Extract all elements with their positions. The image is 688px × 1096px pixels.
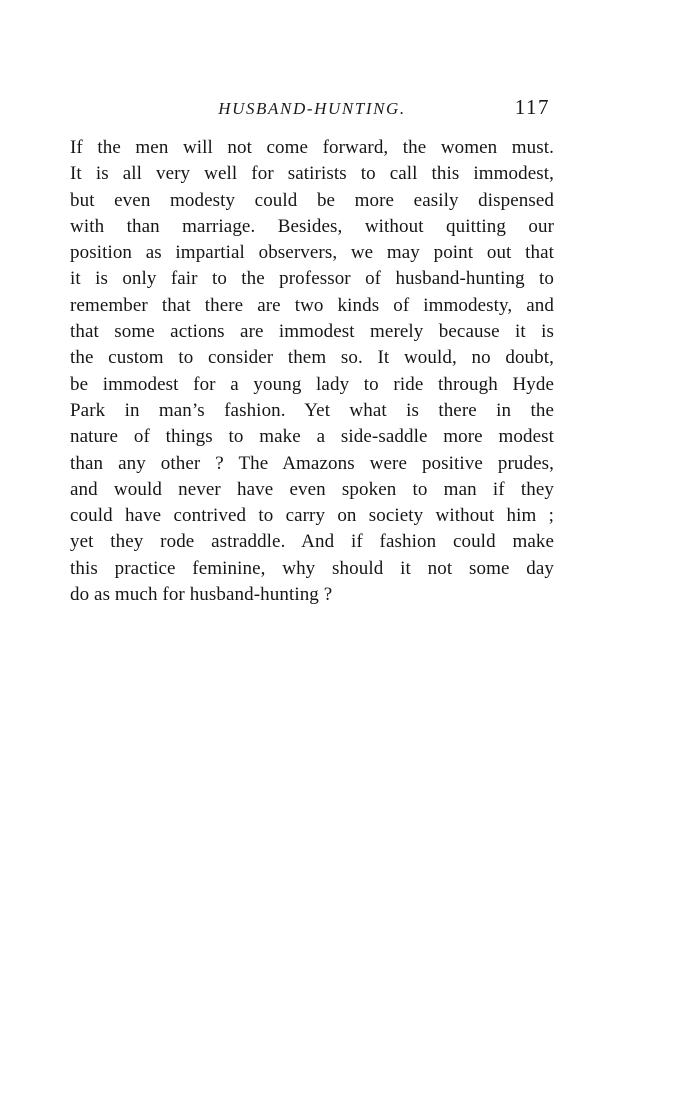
text-line: and would never have even spoken to man if they <box>70 478 554 500</box>
text-line: the custom to consider them so. It would, no doubt, <box>70 347 554 369</box>
text-line: position as impartial observers, we may point out that <box>70 242 554 264</box>
text-line: If the men will not come forward, the women must. <box>70 137 554 158</box>
text-line: that some actions are immodest merely because it is <box>70 321 554 343</box>
text-line: do as much for husband-hunting ? <box>70 584 333 606</box>
text-line: this practice feminine, why should it not some day <box>70 557 554 579</box>
text-line: than any other ? The Amazons were positive prudes, <box>70 452 554 474</box>
text-line: Park in man’s fashion. Yet what is there in the <box>70 399 554 421</box>
paragraph <box>70 135 554 608</box>
text-line: it is only fair to the professor of husband-hunting to <box>70 268 554 290</box>
text-line: be immodest for a young lady to ride through Hyde <box>70 373 554 395</box>
page-number: 117 <box>514 95 550 119</box>
text-line: yet they rode astraddle. And if fashion could make <box>70 531 554 553</box>
text-line: It is all very well for satirists to call this immodest, <box>70 163 554 185</box>
text-line: but even modesty could be more easily dispensed <box>70 189 554 211</box>
running-header-title: HUSBAND-HUNTING. <box>218 99 406 118</box>
text-line: nature of things to make a side-saddle more modest <box>70 426 554 448</box>
text-line: could have contrived to carry on society without him ; <box>70 505 554 527</box>
text-line: remember that there are two kinds of immodesty, and <box>70 294 554 316</box>
text-line: with than marriage. Besides, without quitting our <box>70 215 554 237</box>
running-header <box>70 97 554 123</box>
